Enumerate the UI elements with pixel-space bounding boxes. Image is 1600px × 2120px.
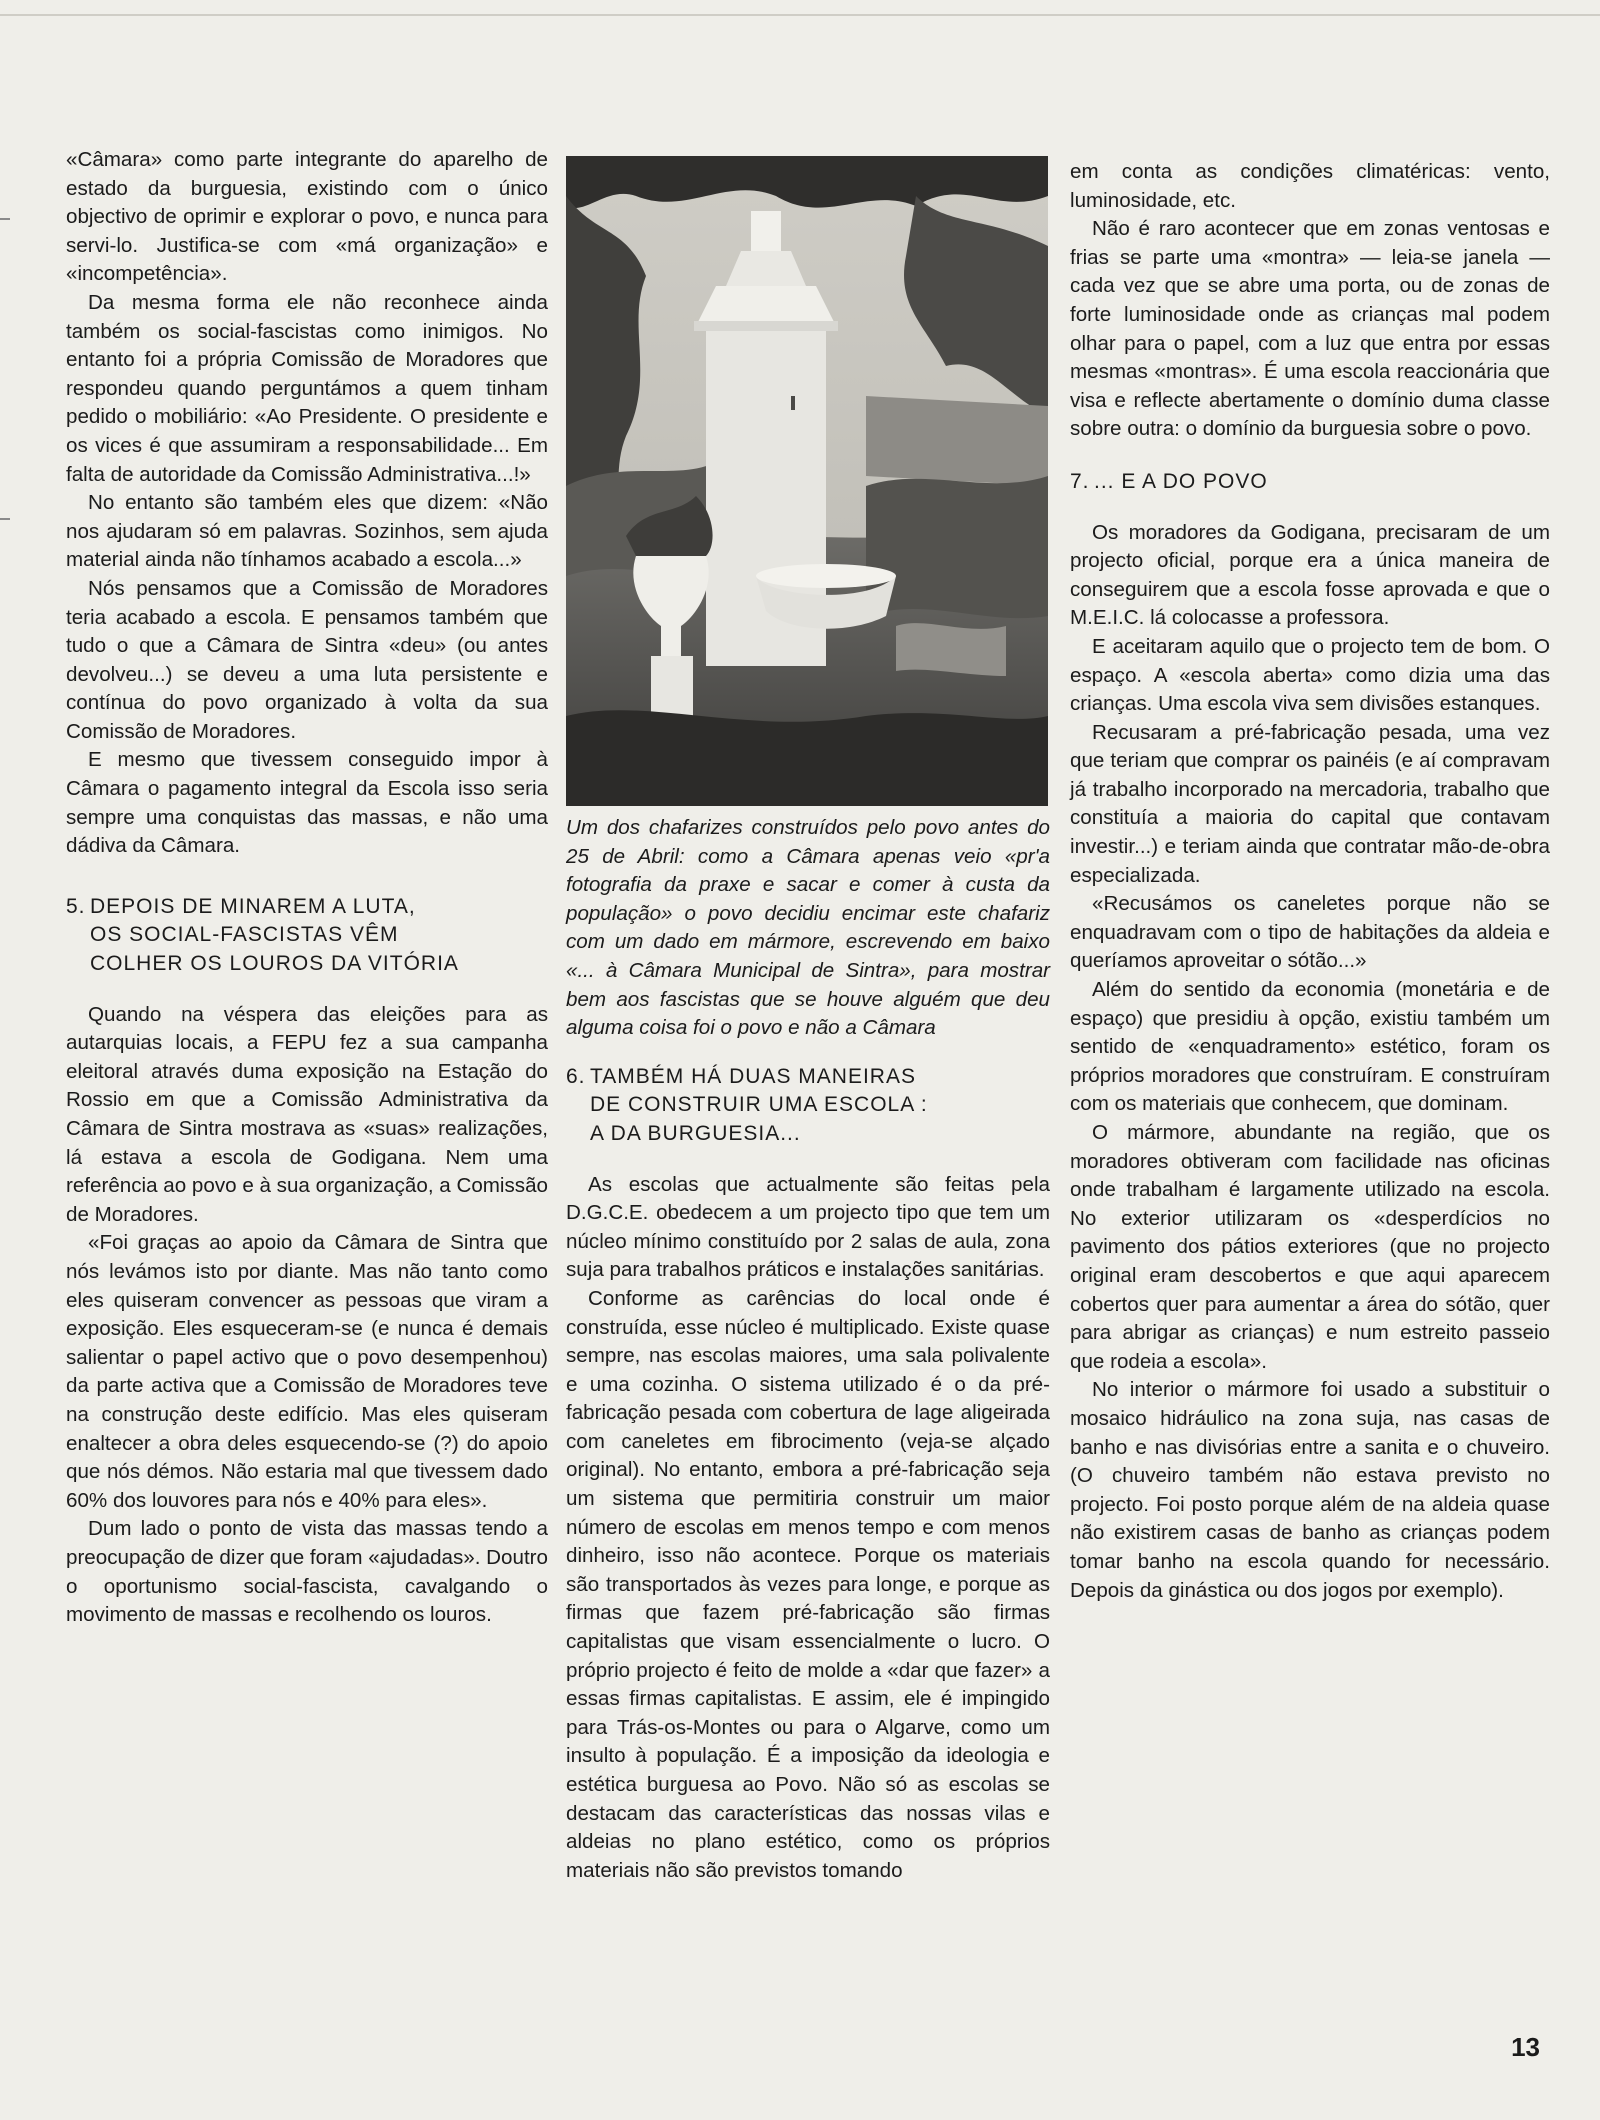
paragraph: O mármore, abundante na região, que os moradores obtiveram com facilidade nas oficinas onde trabalham é largamente utilizado na escola. No exterior utilizaram os «desperdícios no pavimento dos pátios exteriores (que no projecto original eram descobertos e que aqui aparecem cobertos quer para aumentar a área do sótão, quer para abrigar as crianças) e num estreito passeio que rodeia a escola». (1070, 1121, 1550, 1373)
photo-caption: Um dos chafarizes construídos pelo povo antes do 25 de Abril: como a Câmara apenas veio «pr'a fotografia da praxe e sacar e comer à custa da população» o povo decidiu encimar este chafariz com um dado em mármore, escrevendo em baixo «... à Câmara Municipal de Sintra», para mostrar bem aos fascistas que se houve alguém que deu alguma coisa foi o povo e não a Câmara (566, 816, 1050, 1040)
paragraph: Recusaram a pré-fabricação pesada, uma vez que teriam que comprar os painéis (e aí compravam já trabalho incorporado na mercadoria, trabalho que constituía a maioria do capital que contavam investir...) e teriam ainda que contratar mão-de-obra especializada. (1070, 720, 1550, 887)
paragraph: Da mesma forma ele não reconhece ainda também os social-fascistas como inimigos. No entanto foi a própria Comissão de Moradores que respondeu quando perguntámos a quem tinham pedido o mobiliário: «Ao Presidente. O presidente e os vices é que assumiram a responsabilidade... Em falta de autoridade da Comissão Administrativa...!» (66, 290, 548, 486)
paragraph: Quando na véspera das eleições para as autarquias locais, a FEPU fez a sua campanha eleitoral através duma exposição na Estação do Rossio em que a Comissão Administrativa da Câmara de Sintra mostrava as «suas» realizações, lá estava a escola de Godigana. Nem uma referência ao povo e à sua organização, a Comissão de Moradores. (66, 1002, 548, 1226)
page-number: 13 (1511, 2032, 1540, 2062)
paragraph: «Foi graças ao apoio da Câmara de Sintra que nós levámos isto por diante. Mas não tanto como eles quiseram convencer as pessoas que viram a exposição. Eles esqueceram-se (e nunca é demais salientar o papel activo que o povo desempenhou) da parte activa que a Comissão de Moradores teve na construção deste edifício. Mas eles quiseram enaltecer a obra deles esquecendo-se (?) do apoio que nós démos. Não estaria mal que tivessem dado 60% dos louvores para nós e 40% para eles». (66, 1231, 548, 1512)
paragraph: Dum lado o ponto de vista das massas tendo a preocupação de dizer que foram «ajudadas». Doutro o oportunismo social-fascista, cavalgando o movimento de massas e recolhendo os louros. (66, 1517, 548, 1627)
paragraph: em conta as condições climatéricas: vento, luminosidade, etc. (1070, 160, 1550, 212)
paragraph: «Recusámos os caneletes porque não se enquadravam com o tipo de habitações da aldeia e queríamos aproveitar o sótão...» (1070, 892, 1550, 973)
section-heading-5 (66, 893, 548, 979)
paragraph: No entanto são também eles que dizem: «Não nos ajudaram só em palavras. Sozinhos, sem ajuda material ainda não tínhamos acabado a escola...» (66, 491, 548, 572)
paragraph: Nós pensamos que a Comissão de Moradores teria acabado a escola. E pensamos também que tudo o que a Câmara de Sintra «deu» (ou antes devolveu...) se deveu a uma luta persistente e contínua do povo organizado à volta da sua Comissão de Moradores. (66, 576, 548, 743)
section-number: 5. (66, 894, 86, 918)
heading-line: A DA BURGUESIA... (590, 1121, 801, 1145)
margin-mark (0, 518, 10, 520)
section-number: 6. (566, 1064, 586, 1088)
paragraph: Além do sentido da economia (monetária e de espaço) que presidiu à opção, existiu também um sentido de «enquadramento» estético, foram os próprios moradores que construíram. E construíram com os materiais que conhecem, que dominam. (1070, 978, 1550, 1116)
heading-line: DEPOIS DE MINAREM A LUTA, (90, 894, 416, 918)
paragraph: E mesmo que tivessem conseguido impor à Câmara o pagamento integral da Escola isso seria sempre uma conquistas das massas, e não uma dádiva da Câmara. (66, 748, 548, 858)
paragraph: E aceitaram aquilo que o projecto tem de bom. O espaço. A «escola aberta» como dizia uma das crianças. Uma escola viva sem divisões estanques. (1070, 634, 1550, 716)
paragraph: Não é raro acontecer que em zonas ventosas e frias se parte uma «montra» — leia-se janela — cada vez que se abre uma porta, ou de zonas de forte luminosidade onde as crianças mal podem olhar para o papel, com a luz que entra por essas mesmas «montras». É uma escola reaccionária que visa e reflecte abertamente o domínio duma classe sobre outra: o domínio da burguesia sobre o povo. (1070, 217, 1550, 441)
column-3 (1070, 158, 1550, 1605)
section-heading-6 (566, 1063, 1050, 1149)
paragraph: «Câmara» como parte integrante do aparelho de estado da burguesia, existindo com o único objectivo de oprimir e explorar o povo, e nunca para servi-lo. Justifica-se com «má organização» e «incompetência». (66, 148, 548, 286)
paragraph: Conforme as carências do local onde é construída, esse núcleo é multiplicado. Existe quase sempre, nas escolas maiores, uma sala polivalente e uma cozinha. O sistema utilizado é o da pré-fabricação pesada com cobertura de lage aligeirada com caneletes em fibrocimento (veja-se alçado original). No entanto, embora a pré-fabricação seja um sistema que permitiria construir um maior número de escolas em menos tempo e com menos dinheiro, isso não acontece. Porque os materiais são transportados às vezes para longe, e porque as firmas que fazem pré-fabricação são firmas capitalistas que visam essencialmente o lucro. O próprio projecto é feito de molde a «dar que fazer» a essas firmas capitalistas. E assim, ele é impingido para Trás-os-Montes ou para o Algarve, como um insulto à população. É a imposição da ideologia e estética burguesa ao Povo. Não só as escolas se destacam das características das nossas vilas e aldeias no plano estético, como os próprios materiais não são previstos tomando (566, 1286, 1050, 1882)
column-1 (66, 146, 548, 1630)
heading-line: TAMBÉM HÁ DUAS MANEIRAS (590, 1064, 916, 1088)
fountain-photo (566, 156, 1048, 806)
paragraph: Os moradores da Godigana, precisaram de um projecto oficial, porque era a única maneira de conseguirem que a escola fosse aprovada e que o M.E.I.C. lá colocasse a professora. (1070, 520, 1550, 630)
margin-mark (0, 218, 10, 220)
top-rule (0, 14, 1600, 16)
heading-line: ... E A DO POVO (1094, 469, 1268, 493)
column-2 (566, 152, 1050, 1885)
section-heading-7 (1070, 468, 1550, 497)
heading-line: DE CONSTRUIR UMA ESCOLA : (590, 1093, 928, 1117)
paragraph: No interior o mármore foi usado a substituir o mosaico hidráulico na zona suja, nas casas de banho e nas divisórias entre a sanita e o chuveiro. (O chuveiro também não estava previsto no projecto. Foi posto porque além de na aldeia quase não existirem casas de banho as crianças podem tomar banho na escola quando for necessário. Depois da ginástica ou dos jogos por exemplo). (1070, 1378, 1550, 1602)
heading-line: COLHER OS LOUROS DA VITÓRIA (90, 952, 459, 976)
heading-line: OS SOCIAL-FASCISTAS VÊM (90, 923, 399, 947)
paragraph: As escolas que actualmente são feitas pela D.G.C.E. obedecem a um projecto tipo que tem um núcleo mínimo constituído por 2 salas de aula, zona suja para trabalhos práticos e instalações sanitárias. (566, 1172, 1050, 1282)
fountain-photo-image (566, 156, 1048, 806)
section-number: 7. (1070, 469, 1090, 493)
